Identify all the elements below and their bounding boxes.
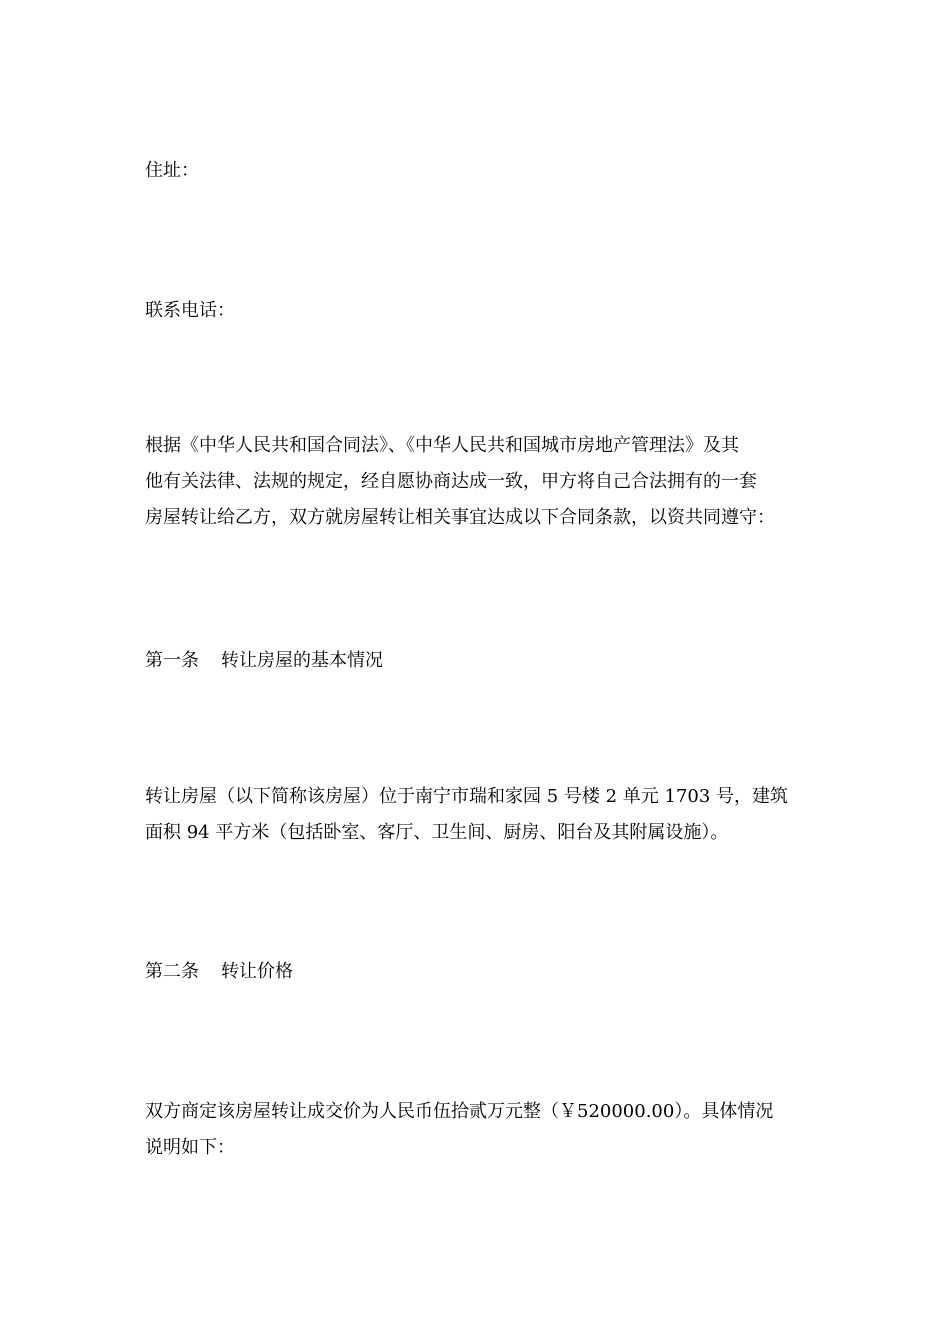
- preamble-line: 他有关法律、法规的规定，经自愿协商达成一致，甲方将自己合法拥有的一套: [145, 471, 757, 492]
- phone-label: 联系电话：: [145, 300, 235, 321]
- article2-line: 双方商定该房屋转让成交价为人民币伍拾贰万元整（￥520000.00）。具体情况: [145, 1101, 774, 1122]
- article2-heading: [145, 954, 810, 990]
- article1-line: 面积 94 平方米（包括卧室、客厅、卫生间、厨房、阳台及其附属设施）。: [145, 822, 729, 843]
- article1-heading: [145, 643, 810, 679]
- article1-title: 转让房屋的基本情况: [221, 650, 383, 671]
- article2-paragraph: [145, 1094, 810, 1166]
- article1-line: 转让房屋（以下简称该房屋）位于南宁市瑞和家园 5 号楼 2 单元 1703 号，建筑: [145, 786, 789, 807]
- article1-paragraph: [145, 779, 810, 851]
- article2-title: 转让价格: [221, 961, 293, 982]
- article2-number: 第二条: [145, 961, 199, 982]
- article2-line: 说明如下：: [145, 1137, 235, 1158]
- address-label: 住址：: [145, 160, 199, 181]
- article1-number: 第一条: [145, 650, 199, 671]
- preamble-line: 根据《中华人民共和国合同法》、《中华人民共和国城市房地产管理法》及其: [145, 435, 739, 456]
- preamble-paragraph: [145, 428, 810, 536]
- preamble-line: 房屋转让给乙方，双方就房屋转让相关事宜达成以下合同条款，以资共同遵守：: [145, 507, 775, 528]
